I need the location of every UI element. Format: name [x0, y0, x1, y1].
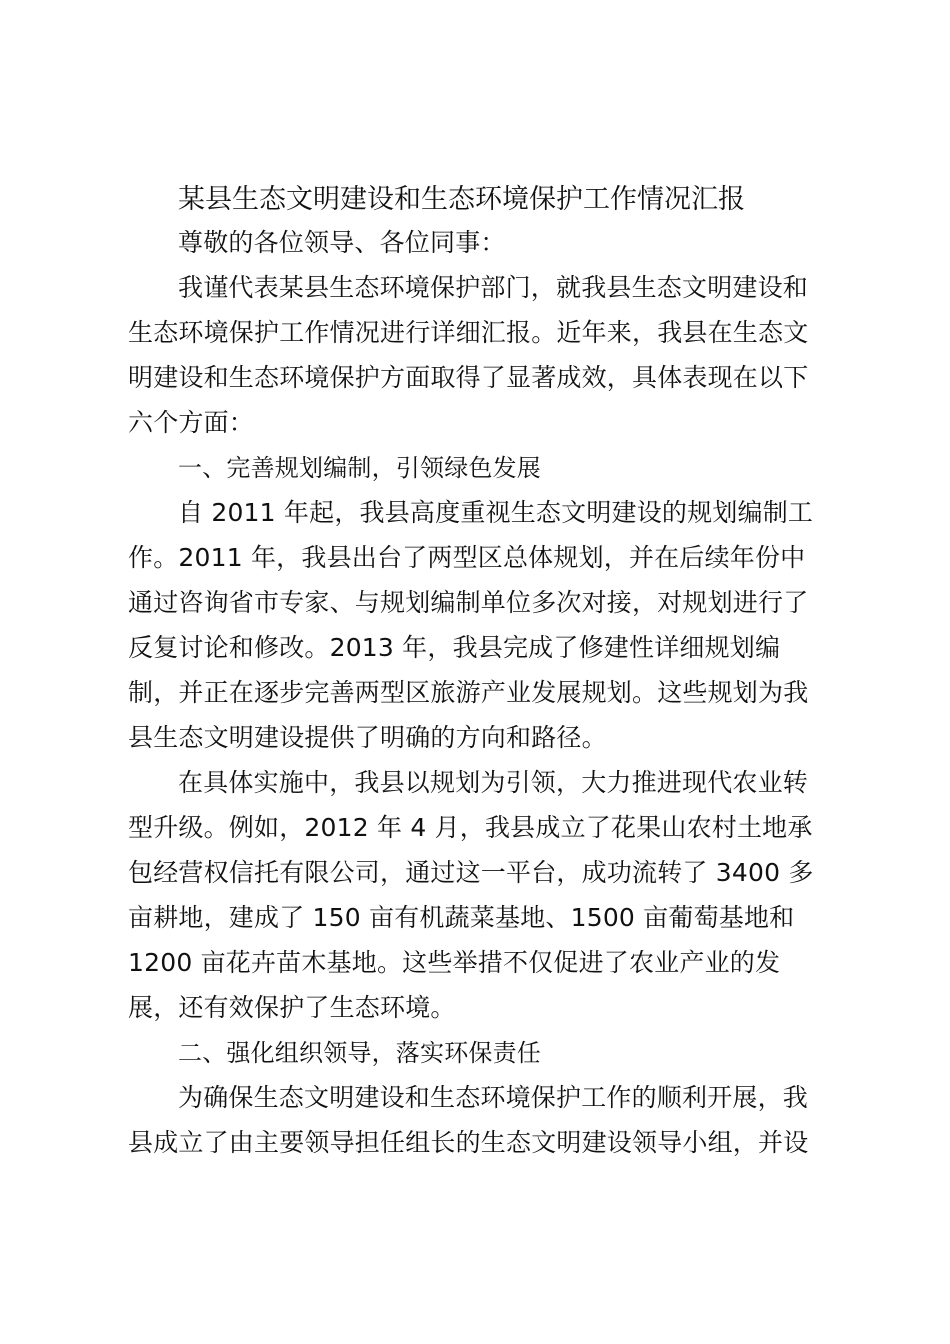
document-title: 某县生态文明建设和生态环境保护工作情况汇报 [178, 184, 745, 215]
paragraph-line: 作。2011 年，我县出台了两型区总体规划，并在后续年份中 [128, 543, 806, 572]
intro-line: 明建设和生态环境保护方面取得了显著成效，具体表现在以下 [128, 363, 809, 392]
paragraph-line: 县成立了由主要领导担任组长的生态文明建设领导小组，并设 [128, 1128, 809, 1157]
intro-line: 生态环境保护工作情况进行详细汇报。近年来，我县在生态文 [128, 318, 809, 347]
paragraph-line: 包经营权信托有限公司，通过这一平台，成功流转了 3400 多 [128, 858, 814, 887]
section-heading-1: 一、完善规划编制，引领绿色发展 [178, 454, 541, 482]
paragraph-line: 自 2011 年起，我县高度重视生态文明建设的规划编制工 [178, 498, 814, 527]
section-heading-2: 二、强化组织领导，落实环保责任 [178, 1039, 541, 1067]
intro-line: 六个方面： [128, 408, 255, 437]
paragraph-line: 县生态文明建设提供了明确的方向和路径。 [128, 723, 607, 752]
paragraph-line: 型升级。例如，2012 年 4 月，我县成立了花果山农村土地承 [128, 813, 813, 842]
paragraph-line: 制，并正在逐步完善两型区旅游产业发展规划。这些规划为我 [128, 678, 809, 707]
paragraph-line: 为确保生态文明建设和生态环境保护工作的顺利开展，我 [178, 1083, 809, 1112]
paragraph-line: 亩耕地，建成了 150 亩有机蔬菜基地、1500 亩葡萄基地和 [128, 903, 795, 932]
paragraph-line: 展，还有效保护了生态环境。 [128, 993, 456, 1022]
paragraph-line: 通过咨询省市专家、与规划编制单位多次对接，对规划进行了 [128, 588, 809, 617]
intro-line: 我谨代表某县生态环境保护部门，就我县生态文明建设和 [178, 273, 809, 302]
paragraph-line: 反复讨论和修改。2013 年，我县完成了修建性详细规划编 [128, 633, 781, 662]
paragraph-line: 1200 亩花卉苗木基地。这些举措不仅促进了农业产业的发 [128, 948, 781, 977]
salutation: 尊敬的各位领导、各位同事： [178, 228, 506, 257]
paragraph-line: 在具体实施中，我县以规划为引领，大力推进现代农业转 [178, 768, 809, 797]
